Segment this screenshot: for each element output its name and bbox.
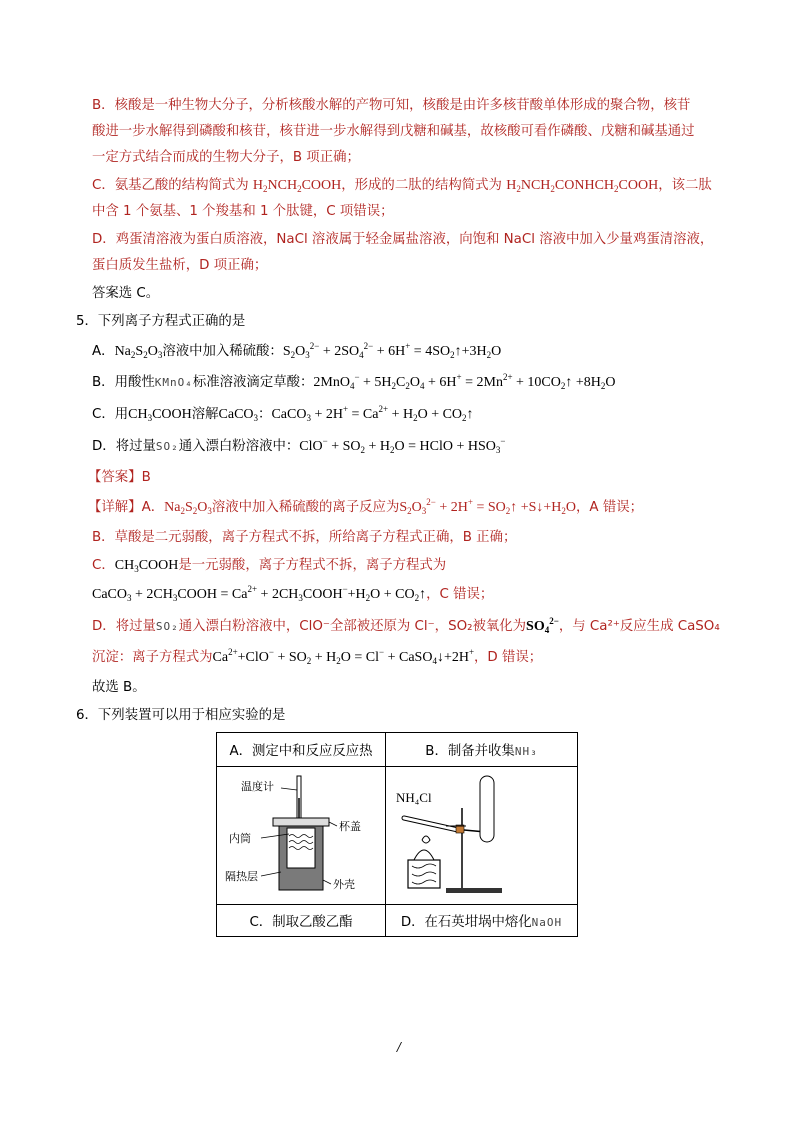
q5-a-label: A． [92, 344, 115, 359]
q5-d-text: 通入漂白粉溶液中： [178, 439, 300, 454]
q6-option-a-header: A．测定中和反应反应热 [217, 733, 386, 767]
q5-stem: 5．下列离子方程式正确的是 [76, 314, 246, 329]
q6-option-d-header [386, 905, 578, 937]
q4-answer: 答案选 C。 [92, 286, 160, 301]
q5-detail-d-text2: ，与 Ca²⁺反应生成 CaSO₄ [558, 619, 720, 634]
q6-option-d-text: D．在石英坩埚中熔化 [400, 915, 532, 930]
q5-detail-b: B．草酸是二元弱酸，离子方程式不拆，所给离子方程式正确，B 正确； [92, 530, 517, 545]
q5-detail-d: D．将过量SO₂通入漂白粉溶液中，ClO⁻全部被还原为 Cl⁻，SO₂被氧化为$SO_4^{2-}$，与 Ca²⁺反应生成 CaSO₄ [92, 616, 720, 635]
q5-detail-d-text1: 通入漂白粉溶液中，ClO⁻全部被还原为 Cl⁻，SO₂被氧化为 [178, 619, 527, 634]
answer-tag: 【答案】 [88, 470, 142, 485]
q5-detail-a-text: 溶液中加入稀硫酸的离子反应为 [211, 500, 400, 515]
calorimeter-figure [217, 768, 383, 904]
q6-option-b-text: B．制备并收集 [425, 744, 515, 759]
q6-figure-b-cell [386, 767, 578, 905]
label-outer-case: 外壳 [333, 877, 355, 891]
q5-b-label: B．用酸性 [92, 375, 155, 390]
q4-d-line2: 蛋白质发生盐析，D 项正确； [92, 258, 268, 273]
q5-answer [88, 468, 151, 488]
q5-detail-d2-end: ，D 错误； [474, 650, 543, 665]
q5-detail-d-so2: SO₂ [155, 620, 179, 633]
label-lid: 杯盖 [339, 819, 361, 833]
q5-detail-c-text: 是一元弱酸，离子方程式不拆，离子方程式为 [178, 558, 447, 573]
q6-options-table [216, 732, 578, 937]
q4-c-line1: C．氨基乙酸的结构简式为 $H_2NCH_2COOH$，形成的二肽的结构简式为 $H_2NCH_2CONHCH_2COOH$，该二肽 [92, 178, 712, 194]
q5-detail-a-label: A． [141, 500, 165, 515]
q5-detail-c-label: C． [92, 558, 115, 573]
q5-option-c: C．用$CH_3COOH$溶解CaCO$_3$：CaCO$_3$ + $2H^+ = Ca^{2+} + H_2O$ + $CO_2↑$ [92, 404, 474, 423]
label-insulation: 隔热层 [225, 869, 258, 883]
q4-b-line2: 酸进一步水解得到磷酸和核苷，核苷进一步水解得到戊糖和碱基，故核酸可看作磷酸、戊糖和碱基通过 [92, 124, 695, 139]
q5-option-b: B．用酸性KMnO₄标准溶液滴定草酸：$2MnO_4^- + 5H_2C_2O_4 + 6H^+ = 2Mn^{2+}$ + $10CO_2↑ +8H_2O$ [92, 372, 616, 391]
q4-c-text1: C．氨基乙酸的结构简式为 [92, 178, 253, 193]
q5-option-a: A．$Na_2S_2O_3$溶液中加入稀硫酸：$S_2O_3^{2-} + 2SO_4^{2-} + 6H^+$ = $4SO_2↑+3H_2O$ [92, 341, 502, 360]
q5-detail-d2: 沉淀：离子方程式为$Ca^{2+}+ClO^- + SO_2 + H_2O = Cl^-$ + CaSO$_4$↓+2H+，D 错误； [92, 647, 543, 666]
q4-d-line1: D．鸡蛋清溶液为蛋白质溶液，NaCl 溶液属于轻金属盐溶液，向饱和 NaCl 溶液中加入少量鸡蛋清溶液， [92, 232, 714, 247]
q5-detail-a-end: ，A 错误； [576, 500, 644, 515]
q5-detail-a: 【详解】A．$Na_2S_2O_3$溶液中加入稀硫酸的离子反应为$S_2O_3^{2-} + 2H^+$ = $SO_2↑$ $+S↓+H_2O$，A 错误； [88, 497, 644, 516]
q5-option-d: D．将过量SO₂通入漂白粉溶液中：$ClO^- + SO_2 + H_2O$ = HClO + $HSO_3^-$ [92, 436, 506, 455]
q5-d-so2: SO₂ [155, 440, 179, 453]
answer-value: B [141, 470, 151, 485]
q6-stem: 6．下列装置可以用于相应实验的是 [76, 708, 286, 723]
detail-tag: 【详解】 [88, 500, 142, 515]
label-inner-cup: 内筒 [229, 831, 251, 845]
q6-option-b-nh3: NH₃ [514, 745, 538, 758]
page-number: / [397, 1040, 402, 1054]
q5-conclusion: 故选 B。 [92, 680, 146, 695]
q6-option-d-naoh: NaOH [531, 916, 563, 929]
q5-b-text: 标准溶液滴定草酸： [192, 375, 314, 390]
q6-option-b-header [386, 733, 578, 767]
q4-c-text3: ，该二肽 [658, 178, 712, 193]
q5-detail-c-end: ，C 错误； [426, 587, 494, 602]
q5-a-text: 溶液中加入稀硫酸： [162, 344, 283, 359]
q5-detail-d2-text: 沉淀：离子方程式为 [92, 650, 213, 665]
q5-c-text1: 溶解 [191, 407, 219, 422]
q5-c-label: C．用 [92, 407, 129, 422]
q5-detail-c: C．$CH_3COOH$是一元弱酸，离子方程式不拆，离子方程式为 [92, 558, 447, 574]
q6-option-c-header: C．制取乙酸乙酯 [217, 905, 386, 937]
q4-b-line1: B．核酸是一种生物大分子，分析核酸水解的产物可知，核酸是由许多核苷酸单体形成的聚合物，核苷 [92, 98, 691, 113]
nh3-apparatus-figure [386, 768, 576, 904]
q4-c-text2: ，形成的二肽的结构简式为 [341, 178, 507, 193]
q4-c-line2: 中含 1 个氨基、1 个羧基和 1 个肽键，C 项错误； [92, 204, 394, 219]
label-thermometer: 温度计 [241, 779, 274, 793]
label-nh4cl: NH₄Cl [396, 789, 432, 805]
q6-figure-a-cell [217, 767, 386, 905]
q4-b-line3: 一定方式结合而成的生物大分子，B 项正确； [92, 150, 360, 165]
q5-d-label: D．将过量 [92, 439, 156, 454]
q5-detail-c-eq: CaCO$_3$ + $2CH_3COOH = Ca^{2+}$ + $2CH_3COOH^-+H_2O$ + $CO_2↑$，C 错误； [92, 584, 494, 603]
q5-detail-d-label: D．将过量 [92, 619, 156, 634]
q5-b-kmno4: KMnO₄ [154, 376, 193, 389]
q5-c-text2: ： [258, 407, 272, 422]
